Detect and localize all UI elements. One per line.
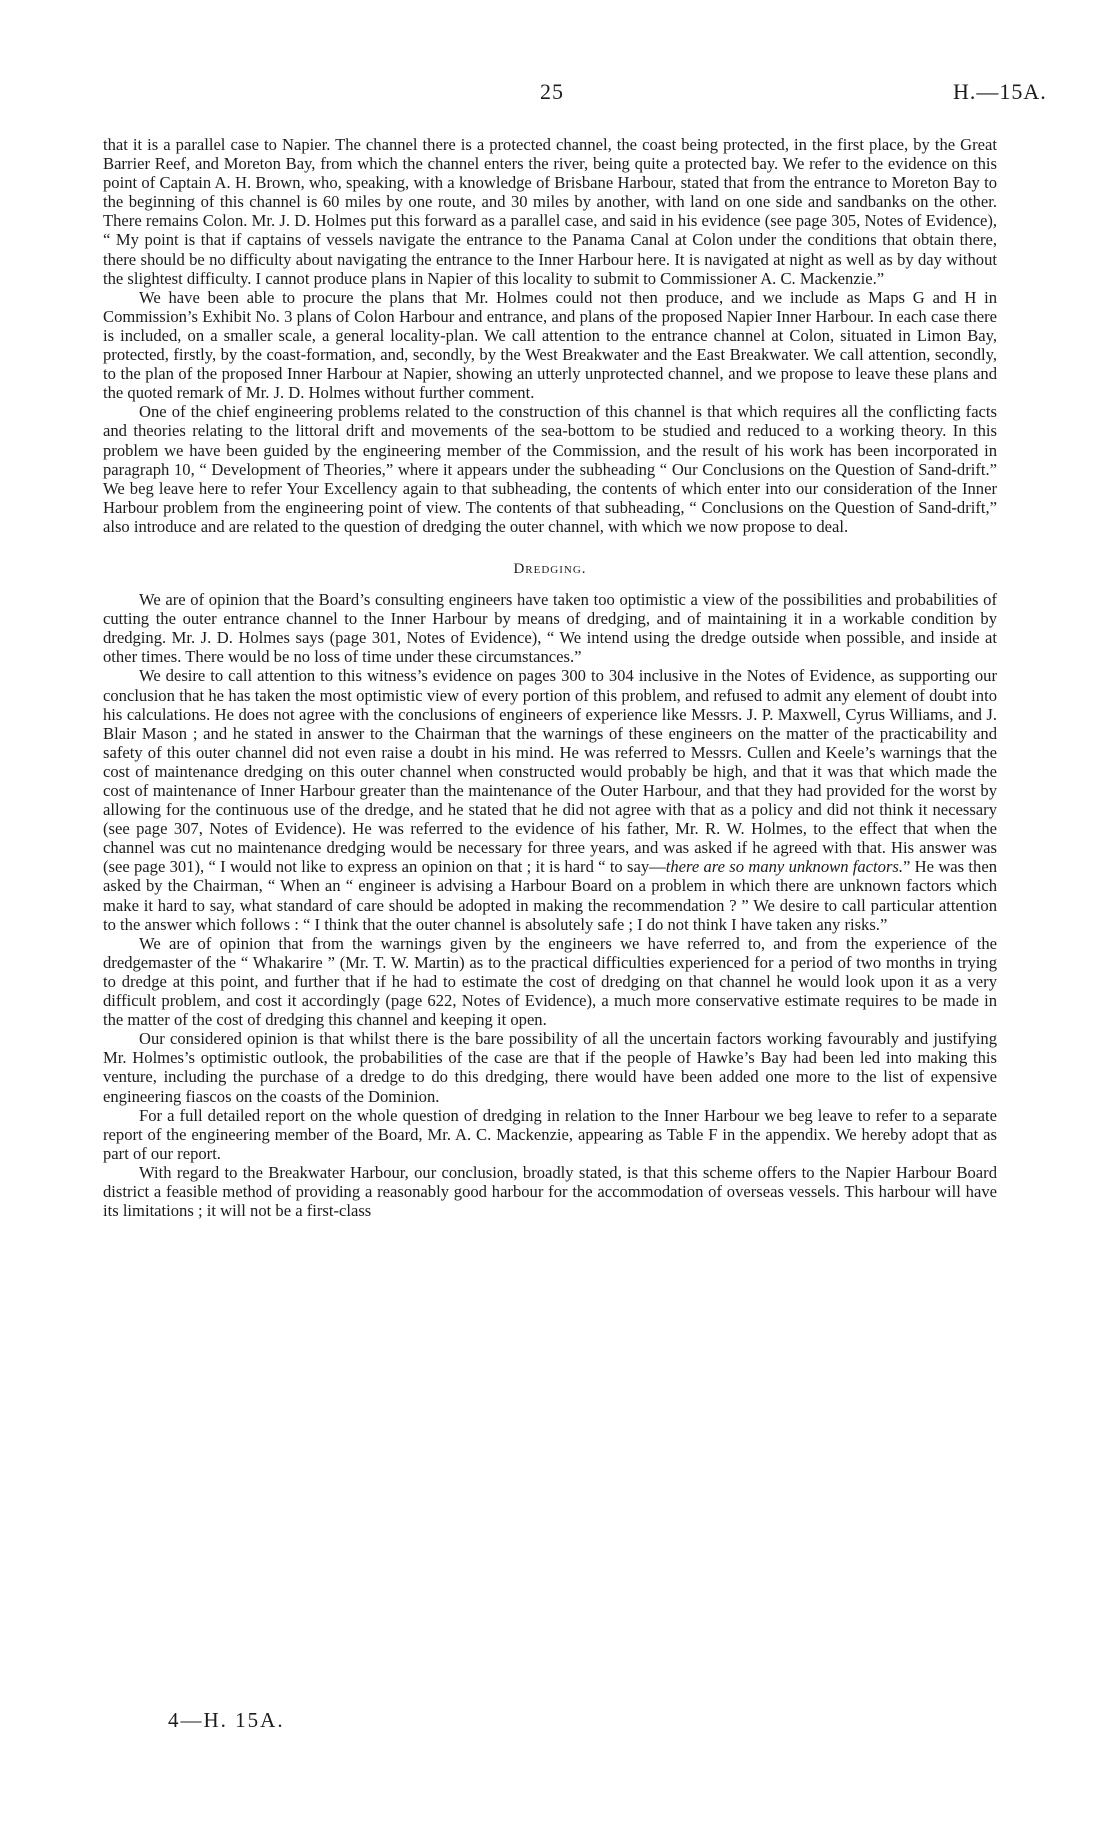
- paragraph-dredging-3: We are of opinion that from the warnings given by the engineers we have referred to, and from the experience of the dredgemaster of the “ Whakarire ” (Mr. T. W. Martin) as to the practical difficulties experienced for a period of two months in trying to dredge at this point, and further that if he had to estimate the cost of dredging on that channel he would look upon it as a very difficult problem, and cost it accordingly (page 622, Notes of Evidence), a much more conservative estimate requires to be made in the matter of the cost of dredging this channel and keeping it open.: [103, 933, 997, 1030]
- page-number: 25: [540, 79, 564, 104]
- paragraph-engineering-problems: One of the chief engineering problems related to the construction of this channel is that which requires all the conflicting facts and theories relating to the littoral drift and movements of the sea-bottom to be studied and reduced to a working theory. In this problem we have been guided by the engineering member of the Commission, and the result of his work has been incorporated in paragraph 10, “ Development of Theories,” where it appears under the subheading “ Our Conclusions on the Question of Sand-drift.” We beg leave here to refer Your Excellency again to that subheading, the contents of which enter into our consideration of the Inner Harbour problem from the engineering point of view. The contents of that subheading, “ Conclusions on the Question of Sand-drift,” also introduce and are related to the question of dredging the outer channel, with which we now propose to deal.: [103, 402, 997, 536]
- paragraph-dredging-1: We are of opinion that the Board’s consulting engineers have taken too optimistic a view of the possibilities and probabilities of cutting the outer entrance channel to the Inner Harbour by means of dredging, and of maintaining it in a workable condition by dredging. Mr. J. D. Holmes says (page 301, Notes of Evidence), “ We intend using the dredge outside when possible, and inside at other times. There would be no loss of time under these circumstances.”: [103, 590, 997, 667]
- document-reference: H.—15A.: [953, 79, 1047, 104]
- page-header: [0, 79, 1114, 109]
- paragraph-dredging-2: [103, 666, 997, 933]
- paragraph-dredging-2-part-b: ” He was then asked by the Chairman, “ When an “ engineer is advising a Harbour Board on a problem in which there are unknown factors which make it hard to say, what standard of care should be adopted in making the recommendation ? ” We desire to call particular attention to the answer which follows : “ I think that the outer channel is absolutely safe ; I do not think I have taken any risks.”: [103, 857, 997, 934]
- paragraph-dredging-6: With regard to the Breakwater Harbour, our conclusion, broadly stated, is that this scheme offers to the Napier Harbour Board district a feasible method of providing a reasonably good harbour for the accommodation of overseas vessels. This harbour will have its limitations ; it will not be a first-class: [103, 1162, 997, 1221]
- footer-signature: 4—H. 15A.: [168, 1708, 285, 1732]
- paragraph-dredging-4: Our considered opinion is that whilst there is the bare possibility of all the uncertain factors working favourably and justifying Mr. Holmes’s optimistic outlook, the probabilities of the case are that if the people of Hawke’s Bay had been led into making this venture, including the purchase of a dredge to do this dredging, there would have been added one more to the list of expensive engineering fiascos on the coasts of the Dominion.: [103, 1029, 997, 1106]
- paragraph-dredging-2-emphasis: there are so many unknown factors.: [665, 857, 904, 877]
- paragraph-dredging-5: For a full detailed report on the whole question of dredging in relation to the Inner Harbour we beg leave to refer to a separate report of the engineering member of the Board, Mr. A. C. Mackenzie, appearing as Table F in the appendix. We hereby adopt that as part of our report.: [103, 1105, 997, 1163]
- body-text: [103, 135, 997, 1220]
- section-heading-dredging: Dredging.: [513, 560, 587, 577]
- paragraph-maps: We have been able to procure the plans that Mr. Holmes could not then produce, and we include as Maps G and H in Commission’s Exhibit No. 3 plans of Colon Harbour and entrance, and plans of the proposed Napier Inner Harbour. In each case there is included, on a smaller scale, a general locality-plan. We call attention to the entrance channel at Colon, situated in Limon Bay, protected, firstly, by the coast-formation, and, secondly, by the West Breakwater and the East Breakwater. We call attention, secondly, to the plan of the proposed Inner Harbour at Napier, showing an utterly unprotected channel, and we propose to leave these plans and the quoted remark of Mr. J. D. Holmes without further comment.: [103, 287, 997, 403]
- paragraph-dredging-2-part-a: We desire to call attention to this witness’s evidence on pages 300 to 304 inclusive in the Notes of Evidence, as supporting our conclusion that he has taken the most optimistic view of every portion of this problem, and refused to admit any element of doubt into his calculations. He does not agree with the conclusions of engineers of experience like Messrs. J. P. Maxwell, Cyrus Williams, and J. Blair Mason ; and he stated in answer to the Chairman that the warnings of these engineers on the matter of the practicability and safety of this outer channel did not even raise a doubt in his mind. He was referred to Messrs. Cullen and Keele’s warnings that the cost of maintenance dredging on this outer channel when constructed would probably be high, and that it was that which made the cost of maintenance of Inner Harbour greater than the maintenance of the Outer Harbour, and that they had provided for the worst by allowing for the continuous use of the dredge, and he stated that he did not agree with that as a policy and did not think it necessary (see page 307, Notes of Evidence). He was referred to the evidence of his father, Mr. R. W. Holmes, to the effect that when the channel was cut no maintenance dredging would be necessary for three years, and was asked if he agreed with that. His answer was (see page 301), “ I would not like to express an opinion on that ; it is hard “ to say—: [103, 666, 997, 877]
- paragraph-continuation: that it is a parallel case to Napier. The channel there is a protected channel, the coast being protected, in the first place, by the Great Barrier Reef, and Moreton Bay, from which the channel enters the river, being quite a protected bay. We refer to the evidence on this point of Captain A. H. Brown, who, speaking, with a knowledge of Brisbane Harbour, stated that from the entrance to Moreton Bay to the beginning of this channel is 60 miles by one route, and 30 miles by another, with land on one side and sandbanks on the other. There remains Colon. Mr. J. D. Holmes put this forward as a parallel case, and said in his evidence (see page 305, Notes of Evidence), “ My point is that if captains of vessels navigate the entrance to the Panama Canal at Colon under the conditions that obtain there, there should be no difficulty about navigating the entrance to the Inner Harbour here. It is navigated at night as well as by day without the slightest difficulty. I cannot produce plans in Napier of this locality to submit to Commissioner A. C. Mackenzie.”: [103, 135, 997, 288]
